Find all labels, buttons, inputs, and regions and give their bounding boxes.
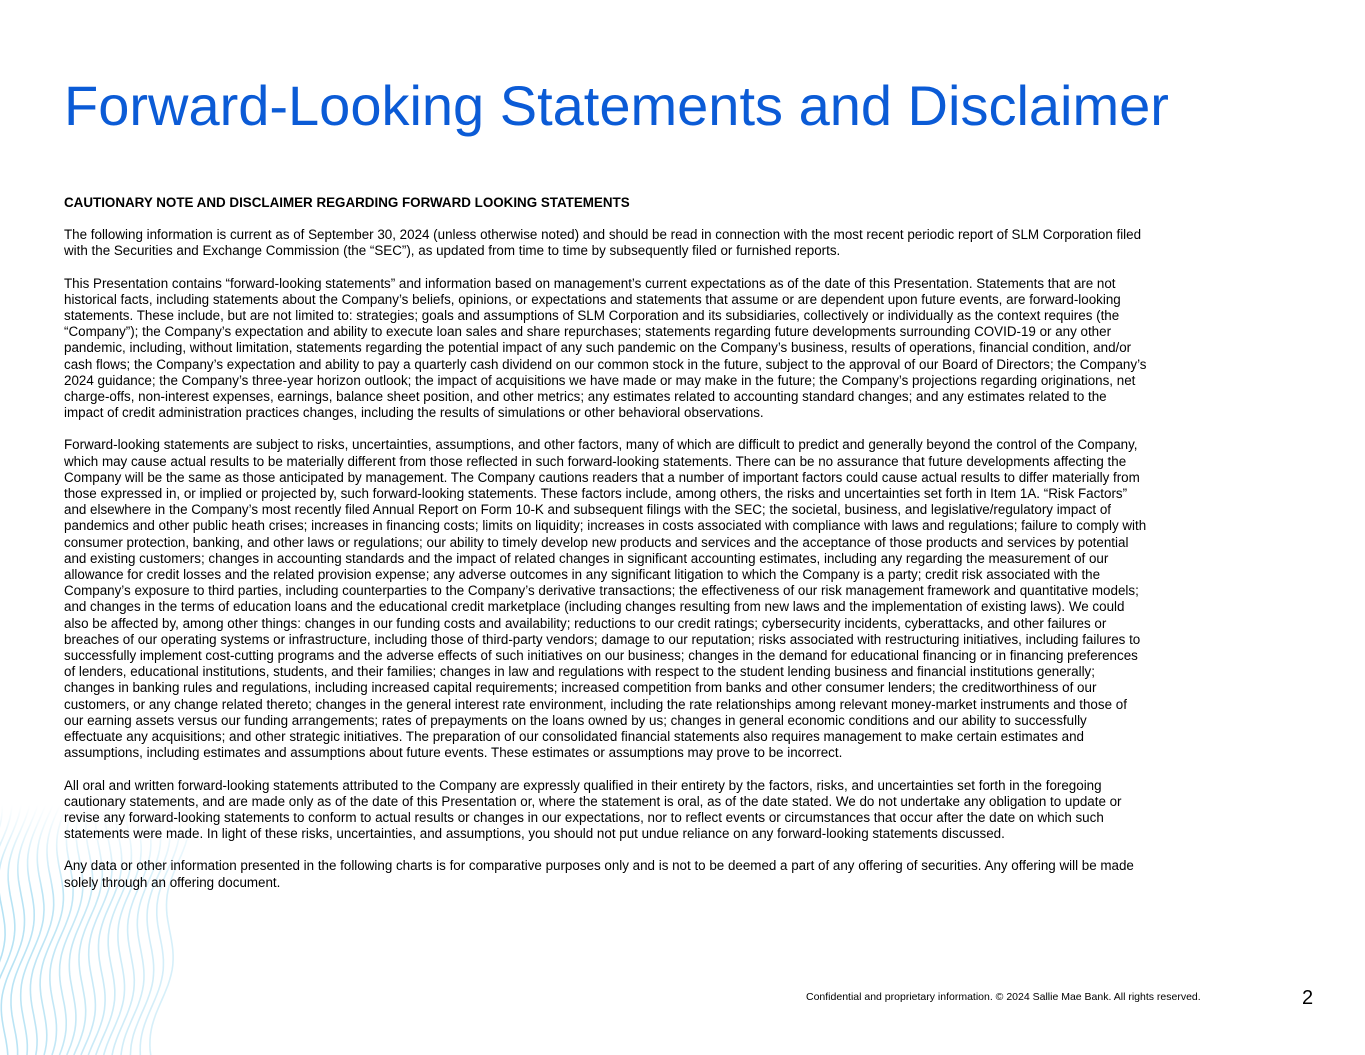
paragraph-line: charge-offs, non-interest expenses, earnings, balance sheet position, and other metrics; any estimates related to accounting standard changes; and any estimates related to the: [64, 389, 1107, 405]
paragraph: [64, 858, 1304, 890]
paragraph: [64, 778, 1304, 843]
paragraph-line: statements. These include, but are not limited to: strategies; goals and assumptions of SLM Corporation and its subsidiaries, collectively or individually as the context requires (the: [64, 308, 1120, 324]
paragraph: [64, 227, 1304, 259]
paragraph-line: customers, or any change related thereto; changes in the general interest rate environment, including the rate relationships among relevant money-market instruments and those of: [64, 696, 1127, 712]
paragraph-line: and existing customers; changes in accounting standards and the impact of related changes in significant accounting estimates, including any regarding the measurement of our: [64, 550, 1109, 566]
paragraph-line: Company’s exposure to third parties, including counterparties to the Company’s derivative transactions; the effectiveness of our risk management framework and quantitative models;: [64, 583, 1139, 599]
paragraph-line: effectuate any acquisitions; and other strategic initiatives. The preparation of our consolidated financial statements also requires management to make certain estimates and: [64, 729, 1085, 745]
paragraph-line: statements were made. In light of these risks, uncertainties, and assumptions, you should not put undue reliance on any forward-looking statements discussed.: [64, 826, 1005, 842]
paragraph-line: cautionary statements, and are made only as of the date of this Presentation or, where the statement is oral, as of the date stated. We do not undertake any obligation to update or: [64, 793, 1122, 809]
section-heading: CAUTIONARY NOTE AND DISCLAIMER REGARDING FORWARD LOOKING STATEMENTS: [64, 195, 630, 210]
paragraph-line: and elsewhere in the Company’s most recently filed Annual Report on Form 10-K and subsequent filings with the SEC; the societal, business, and legislative/regulatory impact of: [64, 502, 1112, 518]
paragraph-line: solely through an offering document.: [64, 874, 281, 890]
paragraph-line: also be affected by, among other things: changes in our funding costs and availability; reductions to our credit ratings; cybersecurity incidents, cyberattacks, and other failures or: [64, 615, 1107, 631]
paragraph: [64, 437, 1304, 761]
paragraph-line: allowance for credit losses and the related provision expense; any adverse outcomes in any significant litigation to which the Company is a party; credit risk associated with the: [64, 567, 1101, 583]
paragraph-line: consumer protection, banking, and other laws or regulations; our ability to timely develop new products and services and the acceptance of those products and services by potential: [64, 534, 1129, 550]
paragraph-line: which may cause actual results to be materially different from those reflected in such forward-looking statements. There can be no assurance that future developments affecting the: [64, 453, 1127, 469]
paragraph-line: pandemics and other public heath crises; increases in financing costs; limits on liquidity; increases in costs associated with compliance with laws and regulations; failure to comply with: [64, 518, 1147, 534]
paragraph-line: All oral and written forward-looking statements attributed to the Company are expressly qualified in their entirety by the factors, risks, and uncertainties set forth in the foregoing: [64, 777, 1102, 793]
paragraph-line: Company will be the same as those anticipated by management. The Company cautions readers that a number of important factors could cause actual results to differ materially from: [64, 469, 1140, 485]
paragraph-line: assumptions, including estimates and assumptions about future events. These estimates or assumptions may prove to be incorrect.: [64, 745, 843, 761]
paragraph-line: of lenders, educational institutions, students, and their families; changes in law and regulations with respect to the student lending business and financial institutions generally;: [64, 664, 1095, 680]
paragraph-line: cash flows; the Company’s expectation and ability to pay a quarterly cash dividend on our common stock in the future, subject to the approval of our Board of Directors; the Company’s: [64, 356, 1147, 372]
paragraph-line: changes in banking rules and regulations, including increased capital requirements; increased competition from banks and other consumer lenders; the creditworthiness of our: [64, 680, 1097, 696]
paragraph-line: revise any forward-looking statements to conform to actual results or changes in our expectations, nor to reflect events or circumstances that occur after the date on which such: [64, 809, 1104, 825]
paragraph-line: Forward-looking statements are subject to risks, uncertainties, assumptions, and other factors, many of which are difficult to predict and generally beyond the control of the Company,: [64, 437, 1138, 453]
disclaimer-body: [64, 195, 1304, 907]
paragraph-line: with the Securities and Exchange Commission (the “SEC”), as updated from time to time by subsequently filed or furnished reports.: [64, 243, 841, 259]
paragraph-line: historical facts, including statements about the Company’s beliefs, opinions, or expectations and statements that assume or are dependent upon future events, are forward-looking: [64, 291, 1121, 307]
paragraph-line: and changes in the terms of education loans and the educational credit marketplace (including changes resulting from new laws and the implementation of existing laws). We could: [64, 599, 1125, 615]
paragraph-line: pandemic, including, without limitation, statements regarding the potential impact of any such pandemic on the Company’s business, results of operations, financial condition, and/or: [64, 340, 1132, 356]
page-title: Forward-Looking Statements and Disclaimer: [64, 74, 1169, 137]
paragraph-line: This Presentation contains “forward-looking statements” and information based on management’s current expectations as of the date of this Presentation. Statements that are not: [64, 275, 1116, 291]
paragraph-line: Any data or other information presented in the following charts is for comparative purposes only and is not to be deemed a part of any offering of securities. Any offering will be made: [64, 858, 1134, 874]
paragraph-line: those expressed in, or implied or projected by, such forward-looking statements. These factors include, among others, the risks and uncertainties set forth in Item 1A. “Risk Factors”: [64, 486, 1128, 502]
paragraph-line: “Company”); the Company’s expectation and ability to execute loan sales and share repurchases; statements regarding future developments surrounding COVID-19 or any other: [64, 324, 1112, 340]
paragraph-line: our earning assets versus our funding arrangements; rates of prepayments on the loans owned by us; changes in general economic conditions and our ability to successfully: [64, 712, 1087, 728]
paragraph: [64, 276, 1304, 422]
paragraph-line: breaches of our operating systems or infrastructure, including those of third-party vendors; damage to our reputation; risks associated with restructuring initiatives, including failures to: [64, 631, 1141, 647]
paragraph-line: The following information is current as of September 30, 2024 (unless otherwise noted) and should be read in connection with the most recent periodic report of SLM Corporation filed: [64, 227, 1142, 243]
page-number: 2: [1302, 987, 1314, 1009]
paragraph-line: successfully implement cost-cutting programs and the adverse effects of such initiatives on our business; changes in the demand for educational financing or in financing preferences: [64, 648, 1138, 664]
confidential-footer: Confidential and proprietary information. © 2024 Sallie Mae Bank. All rights reserved.: [806, 991, 1201, 1003]
paragraph-line: 2024 guidance; the Company’s three-year horizon outlook; the impact of acquisitions we have made or may make in the future; the Company’s projections regarding originations, net: [64, 372, 1136, 388]
paragraph-list: [64, 227, 1304, 891]
paragraph-line: impact of credit administration practices changes, including the results of simulations or other behavioral observations.: [64, 405, 764, 421]
